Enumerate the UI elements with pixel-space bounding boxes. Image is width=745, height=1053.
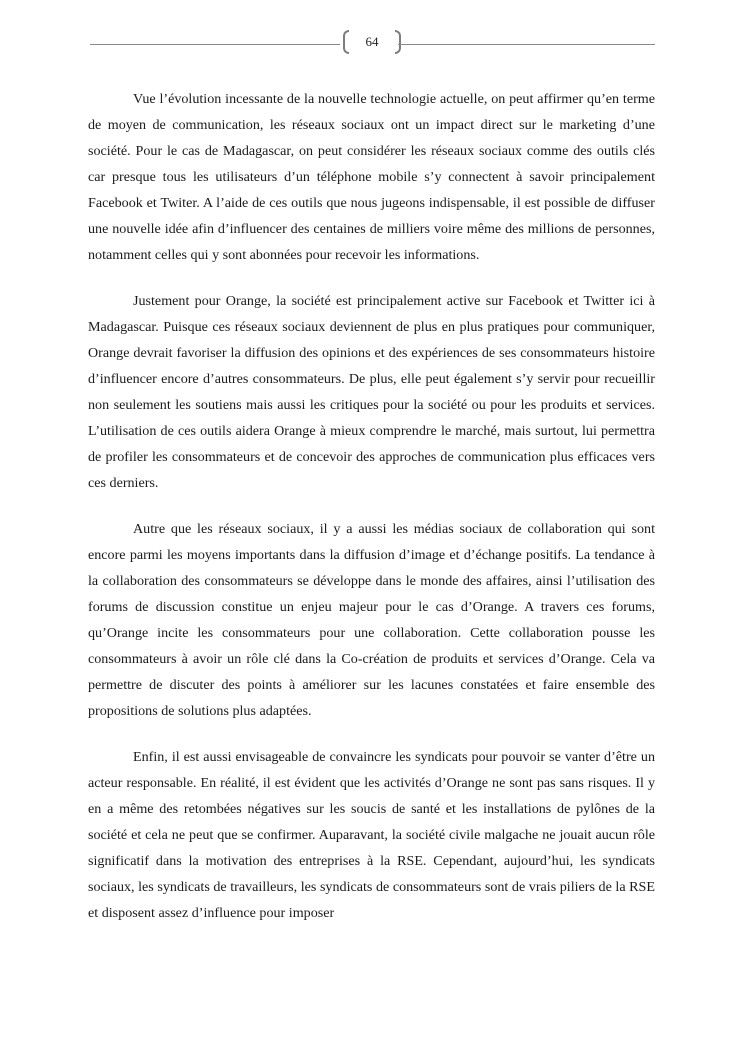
right-bracket-ornament [395, 30, 401, 54]
header-rule-right [398, 44, 655, 45]
paragraph-social-networks: Vue l’évolution incessante de la nouvelle technologie actuelle, on peut affirmer qu’en terme de moyen de communication, les réseaux sociaux ont un impact direct sur le marketing d’une société. Pour le cas de Madagascar, on peut considérer les réseaux sociaux comme des outils clés car presque tous les utilisateurs d’un téléphone mobile s’y connectent à savoir principalement Facebook et Twiter. A l’aide de ces outils que nous jugeons indispensable, il est possible de diffuser une nouvelle idée afin d’influencer des centaines de milliers voire même des millions de personnes, notamment celles qui y sont abonnées pour recevoir les informations. [88, 91, 655, 263]
page-number: 64 [365, 34, 379, 49]
paragraph-syndicates: Enfin, il est aussi envisageable de convaincre les syndicats pour pouvoir se vanter d’être un acteur responsable. En réalité, il est évident que les activités d’Orange ne sont pas sans risques. Il y en a même des retombées négatives sur les soucis de santé et les installations de pylônes de la société et cela ne peut que se confirmer. Auparavant, la société civile malgache ne jouait aucun rôle significatif dans la motivation des entreprises à la RSE. Cependant, aujourd’hui, les syndicats sociaux, les syndicats de travailleurs, les syndicats de consommateurs sont de vrais piliers de la RSE et disposent assez d’influence pour imposer [88, 749, 655, 921]
page-header [90, 30, 655, 58]
body-text [88, 86, 655, 946]
paragraph-orange-facebook-twitter: Justement pour Orange, la société est principalement active sur Facebook et Twitter ici à Madagascar. Puisque ces réseaux sociaux deviennent de plus en plus pratiques pour communiquer, Orange devrait favoriser la diffusion des opinions et des expériences de ses consommateurs histoire d’influencer encore d’autres consommateurs. De plus, elle peut également s’y servir pour recueillir non seulement les soutiens mais aussi les critiques pour la société ou pour les produits et services. L’utilisation de ces outils aidera Orange à mieux comprendre le marché, mais surtout, lui permettra de profiler les consommateurs et de concevoir des approches de communication plus efficaces vers ces derniers. [88, 293, 655, 491]
paragraph-collaborative-media: Autre que les réseaux sociaux, il y a aussi les médias sociaux de collaboration qui sont encore parmi les moyens importants dans la diffusion d’image et d’échange positifs. La tendance à la collaboration des consommateurs se développe dans le monde des affaires, ainsi l’utilisation des forums de discussion constitue un enjeu majeur pour le cas d’Orange. A travers ces forums, qu’Orange incite les consommateurs pour une collaboration. Cette collaboration pousse les consommateurs à avoir un rôle clé dans la Co-création de produits et services d’Orange. Cela va permettre de discuter des points à améliorer sur les lacunes constatées et faire ensemble des propositions de solutions plus adaptées. [88, 521, 655, 719]
header-rule-left [90, 44, 340, 45]
